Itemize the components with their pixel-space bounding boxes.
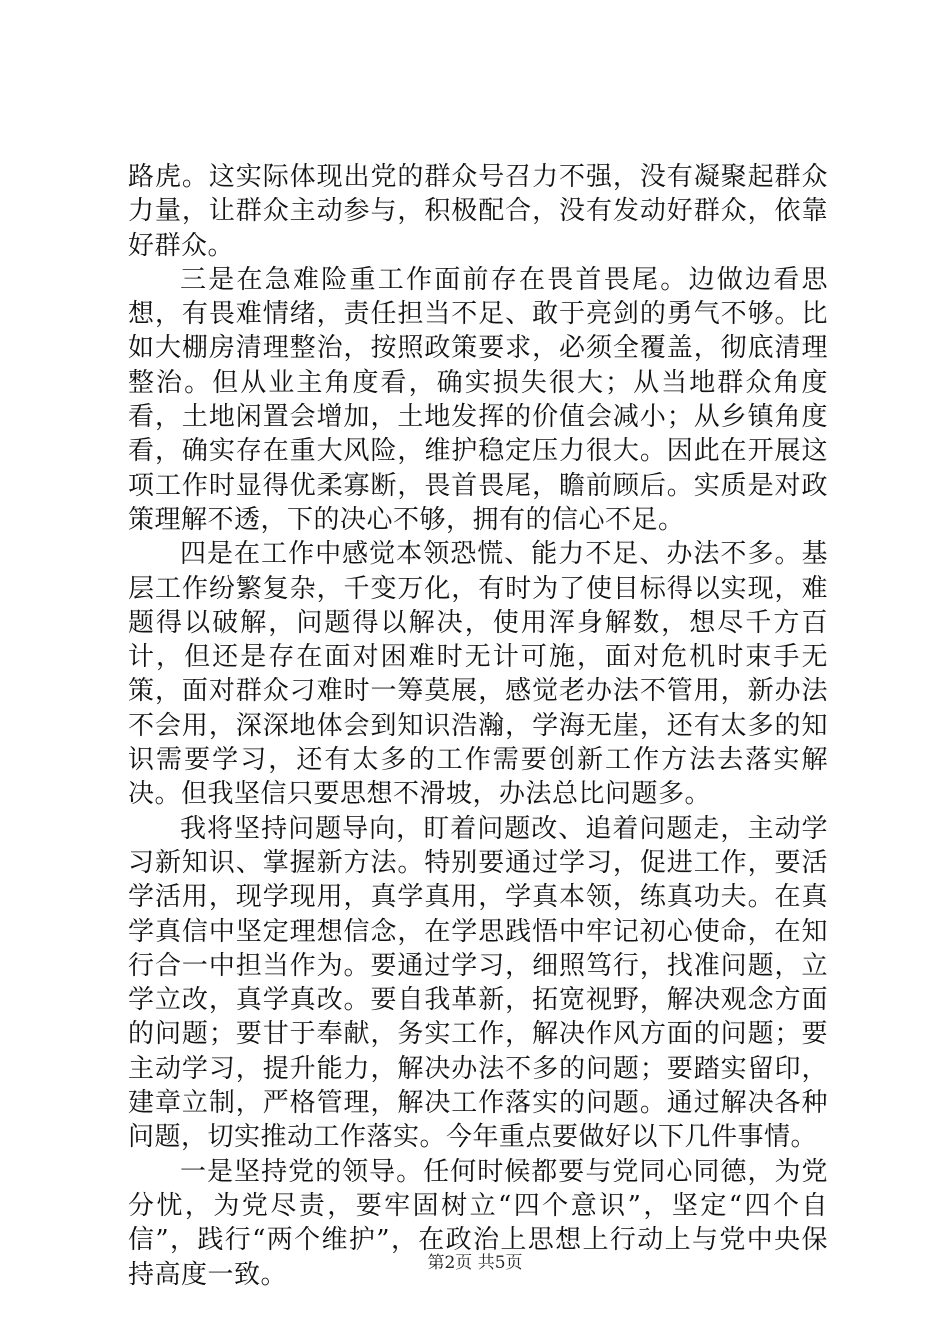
paragraph-continuation: 路虎。这实际体现出党的群众号召力不强，没有凝聚起群众力量，让群众主动参与，积极配合，没有发动好群众，依靠好群众。 (128, 162, 828, 261)
paragraph-point-three: 三是在急难险重工作面前存在畏首畏尾。边做边看思想，有畏难情绪，责任担当不足、敢于亮剑的勇气不够。比如大棚房清理整治，按照政策要求，必须全覆盖，彻底清理整治。但从业主角度看，确实损失很大；从当地群众角度看，土地闲置会增加，土地发挥的价值会减小；从乡镇角度看，确实存在重大风险，维护稳定压力很大。因此在开展这项工作时显得优柔寡断，畏首畏尾，瞻前顾后。实质是对政策理解不透，下的决心不够，拥有的信心不足。 (128, 264, 828, 535)
paragraph-commitment: 我将坚持问题导向，盯着问题改、追着问题走，主动学习新知识、掌握新方法。特别要通过学习，促进工作，要活学活用，现学现用，真学真用，学真本领，练真功夫。在真学真信中坚定理想信念，在学思践悟中牢记初心使命，在知行合一中担当作为。要通过学习，细照笃行，找准问题，立学立改，真学真改。要自我革新，拓宽视野，解决观念方面的问题；要甘于奉献，务实工作，解决作风方面的问题；要主动学习，提升能力，解决办法不多的问题；要踏实留印，建章立制，严格管理，解决工作落实的问题。通过解决各种问题，切实推动工作落实。今年重点要做好以下几件事情。 (128, 813, 828, 1153)
document-body (128, 160, 828, 1292)
paragraph-point-four: 四是在工作中感觉本领恐慌、能力不足、办法不多。基层工作纷繁复杂，千变万化，有时为了使目标得以实现，难题得以破解，问题得以解决，使用浑身解数，想尽千方百计，但还是存在面对困难时无计可施，面对危机时束手无策，面对群众刁难时一筹莫展，感觉老办法不管用，新办法不会用，深深地体会到知识浩瀚，学海无崖，还有太多的知识需要学习，还有太多的工作需要创新工作方法去落实解决。但我坚信只要思想不滑坡，办法总比问题多。 (128, 539, 828, 810)
page-number-footer: 第2页 共5页 (427, 1253, 523, 1273)
paragraph-point-one: 一是坚持党的领导。任何时候都要与党同心同德，为党分忧，为党尽责，要牢固树立“四个意识”，坚定“四个自信”，践行“两个维护”，在政治上思想上行动上与党中央保持高度一致。 (128, 1156, 828, 1290)
